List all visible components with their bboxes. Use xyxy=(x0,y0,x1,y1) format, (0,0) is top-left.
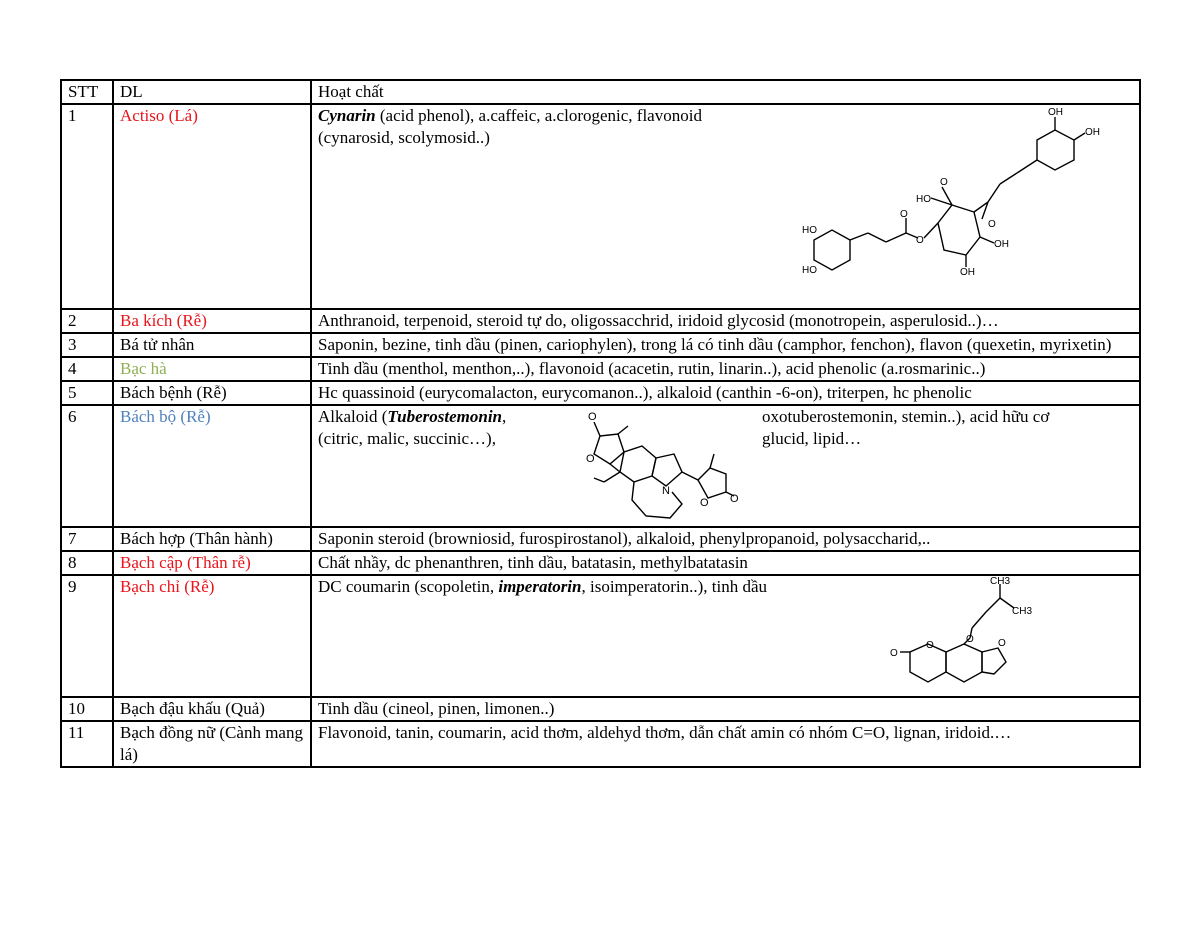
active-cell: Anthranoid, terpenoid, steroid tự do, oligossacchrid, iridoid glycosid (monotropein, asperulosid..)… xyxy=(311,309,1140,333)
dl-cell: Bá tử nhân xyxy=(113,333,311,357)
svg-text:O: O xyxy=(940,177,948,188)
dl-cell: Actiso (Lá) xyxy=(113,104,311,309)
table-row xyxy=(61,381,1140,405)
dl-cell: Bách bộ (Rễ) xyxy=(113,405,311,527)
dl-cell: Bạch cập (Thân rễ) xyxy=(113,551,311,575)
svg-text:HO: HO xyxy=(802,225,817,236)
active-cell: Saponin steroid (browniosid, furospirostanol), alkaloid, phenylpropanoid, polysaccharid,.. xyxy=(311,527,1140,551)
header-dl: DL xyxy=(113,80,311,104)
table-row xyxy=(61,405,1140,527)
active-cell: DC coumarin (scopoletin, imperatorin, isoimperatorin..), tinh dầu CH3 CH3 O O O O xyxy=(311,575,1140,697)
compound-name: imperatorin xyxy=(498,577,582,596)
header-row xyxy=(61,80,1140,104)
svg-text:O: O xyxy=(700,497,709,509)
table-row xyxy=(61,357,1140,381)
dl-cell: Bạch đồng nữ (Cành mang lá) xyxy=(113,721,311,767)
svg-text:O: O xyxy=(900,209,908,220)
svg-text:OH: OH xyxy=(994,239,1009,250)
header-stt: STT xyxy=(61,80,113,104)
stt-cell: 3 xyxy=(61,333,113,357)
dl-cell: Bách bệnh (Rễ) xyxy=(113,381,311,405)
compound-name: Tuberostemonin xyxy=(387,407,503,426)
svg-text:CH3: CH3 xyxy=(990,576,1011,587)
table-row xyxy=(61,575,1140,697)
active-cell: Flavonoid, tanin, coumarin, acid thơm, aldehyd thơm, dẫn chất amin có nhóm C=O, lignan, iridoid.… xyxy=(311,721,1140,767)
stt-cell: 10 xyxy=(61,697,113,721)
dl-cell: Bạch đậu khấu (Quả) xyxy=(113,697,311,721)
table-row xyxy=(61,697,1140,721)
tuberostemonin-structure-image xyxy=(574,408,739,523)
svg-text:HO: HO xyxy=(802,265,817,276)
svg-text:O: O xyxy=(966,634,974,645)
svg-text:O: O xyxy=(586,453,595,465)
active-cell: Cynarin (acid phenol), a.caffeic, a.clorogenic, flavonoid (cynarosid, scolymosid..) OH OH O O HO O O OH OH HO HO xyxy=(311,104,1140,309)
table-row xyxy=(61,309,1140,333)
dl-cell: Bạch chỉ (Rễ) xyxy=(113,575,311,697)
drug-table xyxy=(60,79,1141,768)
svg-text:O: O xyxy=(988,219,996,230)
stt-cell: 4 xyxy=(61,357,113,381)
svg-text:OH: OH xyxy=(1048,107,1063,118)
active-cell: Tinh dầu (menthol, menthon,..), flavonoid (acacetin, rutin, linarin..), acid phenolic (a.rosmarinic..) xyxy=(311,357,1140,381)
svg-text:O: O xyxy=(998,638,1006,649)
svg-text:O: O xyxy=(890,648,898,659)
active-cell: Alkaloid (Tuberostemonin, (citric, malic, succinic…), oxotuberostemonin, stemin..), acid hữu cơ glucid, lipid… O O N O O xyxy=(311,405,1140,527)
stt-cell: 8 xyxy=(61,551,113,575)
table-row xyxy=(61,551,1140,575)
table-row xyxy=(61,104,1140,309)
dl-cell: Bạc hà xyxy=(113,357,311,381)
stt-cell: 9 xyxy=(61,575,113,697)
svg-text:O: O xyxy=(588,411,597,423)
header-hoat-chat: Hoạt chất xyxy=(311,80,1140,104)
svg-text:O: O xyxy=(926,640,934,651)
svg-text:OH: OH xyxy=(960,267,975,277)
svg-text:HO: HO xyxy=(916,194,931,205)
active-cell: Hc quassinoid (eurycomalacton, eurycomanon..), alkaloid (canthin -6-on), triterpen, hc phenolic xyxy=(311,381,1140,405)
table-row xyxy=(61,721,1140,767)
svg-text:CH3: CH3 xyxy=(1012,606,1033,617)
svg-text:O: O xyxy=(916,235,924,246)
stt-cell: 6 xyxy=(61,405,113,527)
svg-text:OH: OH xyxy=(1085,127,1100,138)
stt-cell: 5 xyxy=(61,381,113,405)
imperatorin-structure-image xyxy=(882,576,1042,696)
cynarin-structure-image xyxy=(802,105,1102,277)
active-cell: Chất nhầy, dc phenanthren, tinh dầu, batatasin, methylbatatasin xyxy=(311,551,1140,575)
svg-text:N: N xyxy=(662,485,670,497)
table-row xyxy=(61,527,1140,551)
active-cell: Saponin, bezine, tinh dầu (pinen, cariophylen), trong lá có tinh dầu (camphor, fenchon), flavon (quexetin, myrixetin) xyxy=(311,333,1140,357)
stt-cell: 2 xyxy=(61,309,113,333)
svg-text:O: O xyxy=(730,493,739,505)
stt-cell: 7 xyxy=(61,527,113,551)
table-row xyxy=(61,333,1140,357)
dl-cell: Ba kích (Rễ) xyxy=(113,309,311,333)
active-cell: Tinh dầu (cineol, pinen, limonen..) xyxy=(311,697,1140,721)
compound-name: Cynarin xyxy=(318,106,376,125)
stt-cell: 1 xyxy=(61,104,113,309)
stt-cell: 11 xyxy=(61,721,113,767)
dl-cell: Bách hợp (Thân hành) xyxy=(113,527,311,551)
